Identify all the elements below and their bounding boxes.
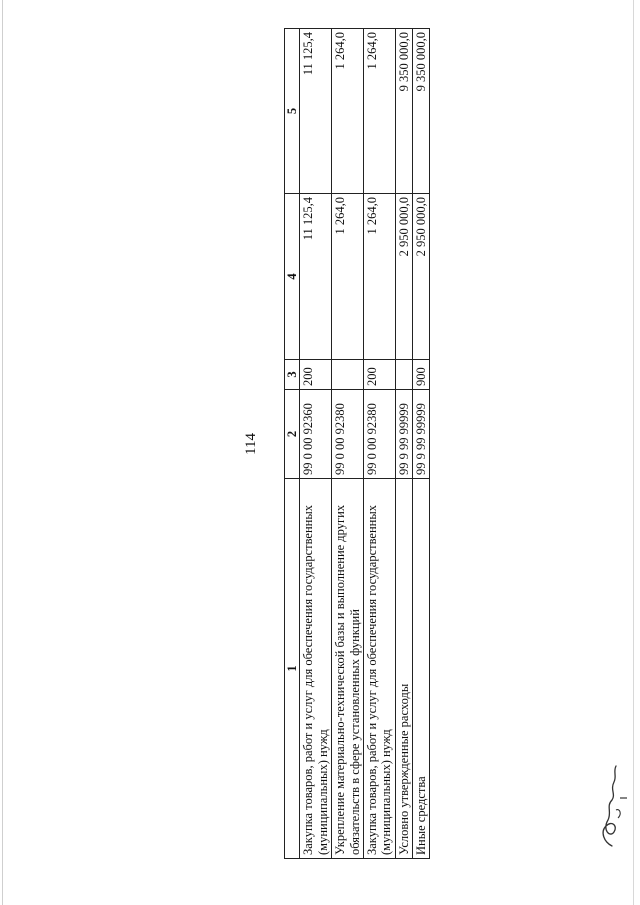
column-header-2: 2	[285, 390, 300, 479]
row-code: 99 9 99 99999	[395, 390, 412, 479]
row-code: 99 0 00 92380	[363, 390, 395, 479]
row-name: Закупка товаров, работ и услуг для обеспечения государственных (муниципальных) нужд	[300, 479, 332, 859]
table-row	[395, 29, 412, 859]
table-row	[413, 29, 430, 859]
row-code: 99 0 00 92360	[300, 390, 332, 479]
table-row	[332, 29, 364, 859]
column-header-5: 5	[285, 29, 300, 194]
row-value-5: 11 125,4	[300, 29, 332, 194]
page-edge-left	[2, 0, 3, 905]
signature-icon	[582, 760, 632, 850]
row-value-5: 9 350 000,0	[413, 29, 430, 194]
column-header-1: 1	[285, 479, 300, 859]
row-value-4: 2 950 000,0	[413, 194, 430, 360]
row-value-4: 2 950 000,0	[395, 194, 412, 360]
row-name: Закупка товаров, работ и услуг для обеспечения государственных (муниципальных) нужд	[363, 479, 395, 859]
page-number: 114	[243, 433, 259, 455]
row-type	[332, 360, 364, 390]
table-row	[300, 29, 332, 859]
rotated-page-content	[240, 29, 428, 859]
row-type	[395, 360, 412, 390]
row-value-5: 1 264,0	[332, 29, 364, 194]
row-type: 200	[300, 360, 332, 390]
table-row	[363, 29, 395, 859]
row-name: Иные средства	[413, 479, 430, 859]
row-value-4: 1 264,0	[332, 194, 364, 360]
row-code: 99 9 99 99999	[413, 390, 430, 479]
row-name: Условно утвержденные расходы	[395, 479, 412, 859]
row-value-5: 9 350 000,0	[395, 29, 412, 194]
page-edge-right	[633, 0, 634, 905]
row-type: 900	[413, 360, 430, 390]
row-value-4: 11 125,4	[300, 194, 332, 360]
column-header-4: 4	[285, 194, 300, 360]
row-type: 200	[363, 360, 395, 390]
column-header-3: 3	[285, 360, 300, 390]
budget-table	[284, 28, 430, 859]
table-header-row	[285, 29, 300, 859]
row-code: 99 0 00 92380	[332, 390, 364, 479]
row-value-4: 1 264,0	[363, 194, 395, 360]
row-value-5: 1 264,0	[363, 29, 395, 194]
row-name: Укрепление материально-технической базы и выполнение других обязательств в сфере установленных функций	[332, 479, 364, 859]
